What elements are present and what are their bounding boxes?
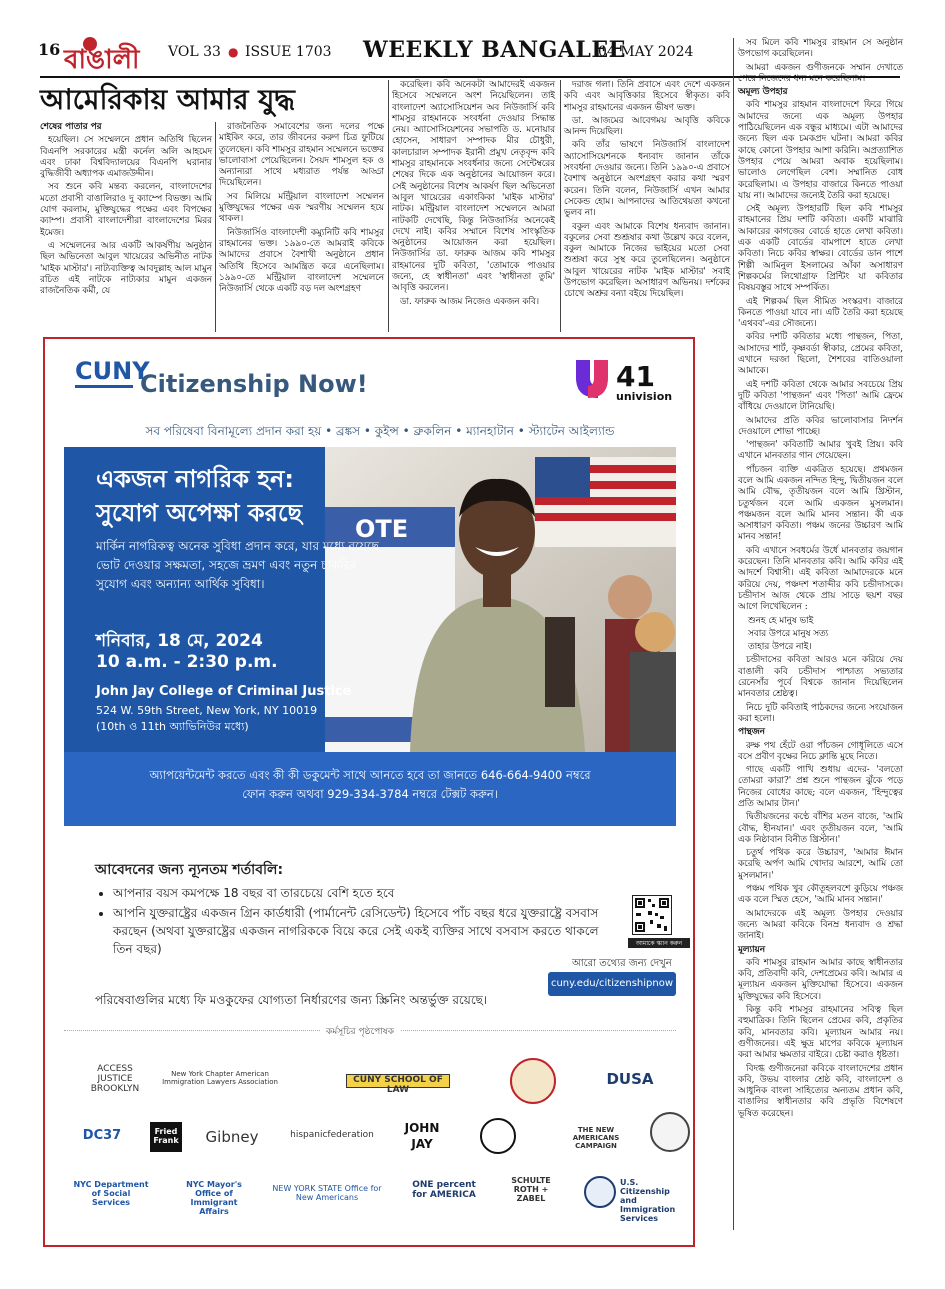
svg-text:বাঙালী: বাঙালী [64, 45, 140, 75]
continued-label: শেষের পাতার পর [40, 122, 102, 132]
publication-title: WEEKLY BANGALEE [363, 37, 626, 63]
sponsor-logo: Gibney [205, 1128, 259, 1146]
poem-title: পান্থজন [738, 727, 765, 738]
event-date: শনিবার, 18 মে, 2024 [96, 631, 263, 651]
sponsor-logo: NYC Mayor's Office of Immigrant Affairs [186, 1180, 242, 1216]
seal-icon [510, 1058, 556, 1104]
paragraph: ডা. আজমের আবেগময় আবৃত্তি কবিকে আনন্দ দিয়েছিল। [564, 115, 730, 138]
paragraph: হয়েছিল। সে সম্মেলনে প্রধান অতিথি ছিলেন বিএনপি সরকারের মন্ত্রী কর্নেল অলি আহমেদ এবং ঢাকা বিশ্ববিদ্যালয়ের বিএনপি ঘরানার বুদ্ধিজীবী অধ্যাপক এমাজউদ্দীন। [40, 135, 212, 180]
sponsor-logo: SCHULTE ROTH + ZABEL [511, 1176, 551, 1203]
article-column-2 [219, 122, 384, 332]
paragraph: কবি তাঁর ভাষণে নিউজার্সি বাংলাদেশ অ্যাসোসিয়েশনকে ধন্যবাদ জানান তাঁকে সংবর্ধনা দেওয়ার জন্যে। তিনি ১৯৯০-এ প্রবাসে বৈশাখ অনুষ্ঠানে অংশগ্রহণ করার কথা স্মরণ করেন। তিনি বলেন, নিউজার্সি এখন আমার সেকেন্ড হোম। আপনাদের আতিথেয়তা কখনো ভুলব না। [564, 140, 730, 219]
paragraph: ডা. ফারুক আজম নিজেও একজন কবি। [400, 296, 540, 307]
benefits-text: মার্কিন নাগরিকত্ব অনেক সুবিধা প্রদান করে, যার মধ্যে রয়েছে ভোট দেওয়ার সক্ষমতা, সহজে ভ্রমণ এবং নতুন চাকরির সুযোগ এবং অন্যান্য আর্থিক সুবিধা। [96, 539, 379, 591]
sponsor-logo: DUSA [606, 1070, 654, 1088]
paragraph: পাঁচজন ব্যক্তি একত্রিত হয়েছে। প্রথমজন বলে আমি একজন নন্দিত হিন্দু, দ্বিতীয়জন বলে আমি বৌদ্ধ, তৃতীয়জন বলে আমি খ্রিস্টান, চতুর্থজন বলে আমি একজন মুসলমান। পঞ্চমজন বলে আমি মানব সন্তান। কী এক অসাধারণ কবিতা। পঞ্চম জনের উচ্চারণ আমি মানব সন্তান! [738, 464, 903, 543]
article-column-5 [738, 38, 903, 1230]
article-column-3 [392, 80, 555, 332]
poem-line: তাহার উপরে নাই। [748, 642, 812, 653]
requirements-list [95, 884, 615, 960]
paragraph: বিদগ্ধ গুণীজনেরা কবিকে বাংলাদেশের প্রধান কবি, উভয় বাংলার শ্রেষ্ঠ কবি, বাংলাদেশ ও আধুনিক বাংলা সাহিত্যের অন্যতম প্রধান কবি, বাঙালির স্বাধীনতার কবি প্রভৃতি বিশেষণে ভূষিত করেছেন। [738, 1063, 903, 1119]
contact-line: ফোন করুন অথবা 929-334-3784 নম্বরে টেক্সট করুন। [242, 787, 498, 801]
sponsor-logo: JOHN JAY [404, 1121, 440, 1151]
page-number: 16 [38, 40, 61, 59]
column-divider [733, 38, 734, 1230]
sponsor-logo: NYC Department of Social Services [73, 1180, 149, 1207]
sponsor-logo: NEW YORK STATE Office for New Americans [272, 1184, 382, 1202]
paragraph: নিচে দুটি কবিতাই পাঠকদের জন্যে সংযোজন করা হলো। [738, 702, 903, 724]
subheading: অমূল্য উপহার [738, 87, 788, 98]
event-venue: John Jay College of Criminal Justice [96, 684, 352, 699]
contact-line: অ্যাপয়েন্টমেন্ট করতে এবং কী কী ডকুমেন্ট সাথে আনতে হবে তা জানতে 646-664-9400 নম্বরে [149, 768, 591, 782]
subheading: মূল্যায়ন [738, 944, 765, 955]
poem-stanza: দ্বিতীয়জনের কণ্ঠে বাঁশির মতন বাজে, 'আমি বৌদ্ধ, হীনযান।' এবং তৃতীয়জন বলে, 'আমি এক নিষ্ঠাবান বিনীত খ্রিস্টান।' [738, 812, 903, 845]
separator-dot-icon: ● [228, 45, 239, 59]
paragraph: সব মিলে কবি শামসুর রাহমান সে অনুষ্ঠান উপভোগ করেছিলেন। [738, 38, 903, 60]
qr-code-icon[interactable] [632, 895, 672, 935]
sponsor-logo: ONE percent for AMERICA [412, 1180, 476, 1200]
column-divider [560, 80, 561, 332]
hero-headline [96, 462, 396, 530]
sponsor-logo: hispanicfederation [290, 1130, 374, 1140]
article-column-4 [564, 80, 730, 332]
paragraph: কবি শামসুর রাহমান বাংলাদেশে ফিরে গিয়ে আমাদের জন্যে এক অমূল্য উপহার পাঠিয়েছিলেন এক বন্ধুর মাধ্যমে। এটা আমাদের জন্যে ছিল এক চমকপ্রদ ঘটনা। আমরা কবির কাছে কোনো উপহার আশা করিনি। অপ্রত্যাশিত উপহার পেয়ে আমরা অবাক হয়েছিলাম। ভালোও লেগেছিল বেশ। সম্মানিত বোধ করেছিলাম। এ উপহার বাজারে কিনতে পাওয়া যায় না। আমাদের জন্যেই তৈরি করা হয়েছে। [738, 100, 903, 201]
paragraph: সেই অমূল্য উপহারটি ছিল কবি শামসুর রাহমানের প্রিয় দশটি কবিতা। একটি মাঝারি আকারের কাগজের বোর্ডে হাতে লেখা কবিতা। এক একটি বোর্ডের বামপাশে হাতে লেখা কবিতা। নিচে কবির স্বাক্ষর। বোর্ডের ডান পাশে শিল্পী আমিনুল ইসলামের আঁকা অসাধারণ শিল্পকর্মের লিথোগ্রাফ প্রিন্টিং যা কবিতার বিষয়বস্তুর সাথে সম্পর্কিত। [738, 204, 903, 294]
cuny-logo [75, 355, 150, 407]
column-divider [388, 80, 389, 332]
event-time: 10 a.m. - 2:30 p.m. [96, 652, 278, 672]
paragraph: সব শুনে কবি মন্তব্য করলেন, বাংলাদেশের মতো প্রবাসী বাঙালিরাও দু ক্যাম্পে বিভক্ত। আমি যোগ করলাম, মুক্তিযুদ্ধের পক্ষের এবং বিপক্ষের ক্যাম্প। প্রবাসী বাংলাদেশীরা বাংলাদেশের মিরর ইমেজ। [40, 182, 212, 238]
services-line: সব পরিষেবা বিনামূল্যে প্রদান করা হয় • ব্রঙ্কস • কুইন্স • ব্রুকলিন • ম্যানহাটান • স্ট্যাটেন আইল্যান্ড [145, 424, 615, 438]
article-column-1 [40, 122, 212, 332]
paragraph: কবি শামসুর রাহমান আমার কাছে স্বাধীনতার কবি, প্রতিবাদী কবি, দেশপ্রেমের কবি। আমার এ মূল্যায়ন একজন মুক্তিযোদ্ধা হিসেবে। একজন মুক্তিযুদ্ধের কবি হিসেবে। [738, 957, 903, 1002]
paragraph: দরাজ গলা। তিনি প্রবাসে এবং দেশে একজন কবি এবং আবৃত্তিকার হিসেবে স্বীকৃত। কবি শামসুর রাহমানের একজন ভীষণ ভক্ত। [564, 80, 730, 113]
paragraph: সব মিলিয়ে মন্ট্রিয়াল বাংলাদেশ সম্মেলন মুক্তিযুদ্ধের পক্ষের এক স্মরণীয় সম্মেলন হয়ে থাকল। [219, 191, 384, 225]
paragraph: কিন্তু কবি শামসুর রাহমানের সবিত্ব ছিল বহুমাত্রিক। তিনি ছিলেন প্রেমের কবি, প্রকৃতির কবি, মানবতার কবি। মূল্যায়ন আমার নয়। গুণীজনের। এই ক্ষুদ্র মাপের কবিকে মূল্যায়ন করা আমার ক্ষমতার বাইরে। চেষ্টা করাও ধৃষ্টতা। [738, 1005, 903, 1061]
paragraph: কবির দশটি কবিতার মধ্যে পান্থজন, পিতা, আসাদের শার্ট, কৃষ্ণবর্ডা স্বীকার, প্রেমের কবিতা, এখানে দরজা ছিলো, শৈশবের বাতিওয়ালা আমাকে। [738, 332, 903, 377]
issue: ISSUE 1703 [245, 44, 332, 60]
requirement-item: • আপনার বয়স কমপক্ষে 18 বছর বা তারচেয়ে বেশি হতে হবে [113, 884, 615, 902]
paragraph: কবি এখানে সবধর্মের উর্ধে মানবতার জয়গান করেছেন। তিনি মানবতার কবি। আমি কবির এই আদর্শে বিশ্বাসী। এই কবিতা আমাদেরকে মনে করিয়ে দেয়, পঞ্চদশ শতাব্দীর কবি চন্ডীদাসকে। চন্ডীদাস আজ থেকে প্রায় সাড়ে ছয়শ বছর আগে লিখেছিলেন : [738, 545, 903, 613]
website-link[interactable]: cuny.edu/citizenshipnow [548, 972, 676, 996]
requirement-item: • আপনি যুক্তরাষ্ট্রের একজন গ্রিন কার্ডধারী (পার্মানেন্ট রেসিডেন্ট) হিসেবে পাঁচ বছর ধরে যুক্তরাষ্ট্রে বসবাস করছেন (অথবা যুক্তরাষ্ট্রের একজন নাগরিককে বিয়ে করে সেই একই ব্যক্তির সাথে বসবাস করতে থাকলে তিন বছর) [113, 904, 615, 958]
sponsor-logo: DC37 [82, 1128, 122, 1143]
poem-stanza: পঞ্চম পথিক খুব কৌতূহলবশে কুড়িয়ে পঞ্চজ এক বলে স্মিত হেসে, 'আমি মানব সন্তান।' [738, 884, 903, 906]
sponsor-logo: New York Chapter American Immigration Lawyers Association [162, 1070, 278, 1086]
paragraph: আমাদেরকে এই অমূল্য উপহার দেওয়ার জন্যে আমরা কবিকে বিনম্র ধন্যবাদ ও শ্রদ্ধা জানাই। [738, 908, 903, 942]
citizenship-now-title: Citizenship Now! [140, 370, 368, 398]
paragraph: এই শিল্পকর্ম ছিল সীমিত সংস্করণ। বাজারে কিনতে পাওয়া যাবে না। এটি তৈরি করা হয়েছে 'এথবব'-এর সৌজন্যে। [738, 296, 903, 330]
column-divider [215, 122, 216, 332]
volume: VOL 33 [168, 44, 221, 60]
contact-text [90, 766, 650, 804]
paragraph: করেছিল। কবি অনেকটা আমাদেরই একজন হিসেবে সম্মেলনে অংশ নিয়েছিলেন। তাই বাংলাদেশ অ্যাসোসিয়েশন অব নিউজার্সি কবি শামসুর রাহমানকে সংবর্ধনা দেওয়ার সিদ্ধান্ত নেয়। অ্যাসোসিয়েশনের সভাপতি ড. মনোয়ার হোসেন, সাধারণ সম্পাদক মীর চৌধুরী, কালচারাল সম্পাদক ইরানী প্রমুখ নেতৃবৃন্দ কবি শামসুর রাহমানকে সংবর্ধনার জন্যে সেন্টেম্বরের শেষের দিকে এক অনুষ্ঠানের আয়োজন করে। সেই অনুষ্ঠানের বিশেষ আকর্ষণ ছিল অভিনেতা আবুল খায়েরের একাংকিকা 'মাইক মাস্টার' নাটক। মন্ট্রিয়াল বাংলাদেশ সম্মেলনে আমরা নাটকটি দেখেছি, কিন্তু নিউজার্সির অনেকেই দেখে নাই। কবির সম্মানে বিশেষ সাংস্কৃতিক অনুষ্ঠানের আয়োজন করা হয়েছিল। নিউজার্সির ডা. ফারুক আজম কবি শামসুর রাহমানের দুটি কবিতা, 'তোমাকে পাওয়ার জন্যে, হে স্বাধীনতা' এবং 'স্বাধীনতা তুমি' আবৃত্তি করলেন। [392, 80, 555, 294]
poem-line: শুনহ হে মানুষ ভাই [748, 615, 814, 626]
sponsor-logo: CUNY SCHOOL OF LAW [346, 1074, 450, 1088]
svg-text:41: 41 [616, 360, 655, 393]
qr-scan-label: আমাকে স্ক্যান করুন [628, 938, 690, 948]
sponsor-logo: Fried Frank [150, 1122, 182, 1152]
paragraph: চন্ডীদাসের কবিতা আরও মনে করিয়ে দেয় বাঙালী কবি চন্ডীদাস পাশ্চাত্য সভ্যতার রেনেসাঁর পূর্বে বিশ্বকে জানান দিয়েছিলেন মানবতার শ্রেষ্ঠত্ব। [738, 655, 903, 700]
paragraph: নিউজার্সিও বাংলাদেশী কম্যুনিটি কবি শামসুর রাহমানের ভক্ত। ১৯৯০-তে আমরাই কবিকে আমাদের প্রবাসে বৈশাখী অনুষ্ঠানে প্রধান অতিথি হিসেবে আমন্ত্রিত করে এনেছিলাম। ১৯৯০-তে মন্ট্রিয়াল বাংলাদেশ সম্মেলনে নিউজার্সি থেকে একটি বড় দল অংশগ্রহণ [219, 227, 384, 295]
poem-stanza: রুক্ষ পথ হেঁটে ওরা পাঁচজন গোধূলিতে এসে বসে প্রবীণ বৃক্ষের নিচে ক্লান্তি মুছে নিতে। [738, 740, 903, 762]
sponsor-emblem-icon [480, 1118, 516, 1154]
svg-text:CUNY: CUNY [75, 357, 150, 385]
paragraph: আমরা একজন গুণীজনকে সম্মান দেখাতে পেরে নিজেদের ধন্য মনে করেছিলাম। [738, 62, 903, 84]
paragraph: এই দশটি কবিতা থেকে আমার সবচেয়ে প্রিয় দুটি কবিতা 'পান্থজন' এবং 'পিতা' আমি ফ্রেমে বাঁধিয়ে দেওয়ালে টানিয়েছি। [738, 379, 903, 413]
issue-date: 04 MAY 2024 [598, 44, 694, 60]
poem-line: সবার উপরে মানুষ সত্য [748, 628, 829, 639]
address-line: (10th ও 11th অ্যাভিনিউর মধ্যে) [96, 720, 249, 733]
svg-text:univision: univision [616, 390, 673, 403]
requirements-heading: আবেদনের জন্য ন্যূনতম শর্তাবলি: [95, 862, 284, 878]
article-headline: আমেরিকায় আমার যুদ্ধ [40, 83, 295, 116]
more-info-label: আরো তথ্যের জন্য দেখুন [572, 958, 672, 969]
address-line: 524 W. 59th Street, New York, NY 10019 [96, 704, 318, 717]
paragraph: বকুল এবং আমাকে বিশেষ ধন্যবাদ জানান। বকুলের সেবা শুশ্রূষার কথা উল্লেখ করে বলেন, বকুল আমাকে নিজের ভাইয়ের মতো সেবা শুশ্রূষা করে সুস্থ করে তুলেছিলেন। অনুষ্ঠানে আবুল খায়েরের নাটক 'মাইক মাস্টার' সবাই উপভোগ করেছিল। অসাধারণ অভিনয়। দর্শকের চোখে অশ্রুর বন্যা বইয়ে দিয়েছিল। [564, 221, 730, 300]
paragraph: 'পান্থজন' কবিতাটি আমার খুবই প্রিয়। কবি এখানে মানবতার গান গেয়েছেন। [738, 440, 903, 462]
poem-stanza: চতুর্থ পথিক করে উচ্চারণ, 'আমার ঈমান করেছি অর্পণ আমি খোদার আরশে, আমি তো মুসলমান।' [738, 848, 903, 881]
newspaper-logo [60, 34, 175, 74]
hero-headline-line: একজন নাগরিক হন: [96, 465, 294, 493]
hero-headline-line: সুযোগ অপেক্ষা করছে [96, 499, 303, 527]
event-address [96, 703, 317, 735]
univision-logo [572, 356, 682, 404]
paragraph: এ সম্মেলনের আর একটি আকর্ষণীয় অনুষ্ঠান ছিল অভিনেতা আবুল খায়েরের অভিনীত নাটক 'মাইক মাস্টার'। নাট্যব্যক্তিত্ব আবদুল্লাহ আল মামুন রচিত এই নাটকে নাট্যকার মামুন একজন রাজনৈতিক কর্মী, যে [40, 240, 212, 297]
paragraph: আমাদের প্রতি কবির ভালোবাসার নিদর্শন দেওয়ালে শোভা পাচ্ছে। [738, 415, 903, 437]
sponsors-heading: কর্মসূচির পৃষ্ঠপোষক [320, 1024, 400, 1039]
requirements-note: পরিষেবাগুলির মধ্যে ফি মওকুফের যোগ্যতা নির্ধারণের জন্য স্ক্রিনিং অন্তর্ভুক্ত রয়েছে। [95, 993, 488, 1007]
nyc-council-seal-icon [650, 1112, 690, 1152]
sponsor-logo: THE NEW AMERICANS CAMPAIGN [572, 1126, 620, 1150]
poem-stanza: গাছে একটি পাখি শুধায় এদের- 'বলতো তোমরা কারা?' প্রশ্ন শুনে পান্থজন ঝুঁকে পড়ে নিজের বোধের কাছে; বলে একজন, 'হিন্দুত্বের প্রতি আমার টান।' [738, 765, 903, 809]
svg-text:OTE: OTE [355, 515, 409, 543]
uscis-seal-icon [584, 1176, 616, 1208]
sponsor-logo: U.S. Citizenship and Immigration Services [620, 1178, 676, 1223]
sponsor-logo: ACCESS JUSTICE BROOKLYN [90, 1064, 140, 1094]
paragraph: রাজনৈতিক সমাবেশের জন্য দলের পক্ষে মাইকিং করে, তার জীবনের করুণ চিত্র ফুটিয়ে তুলেছেন। কবি শামসুর রাহমান সম্মেলনে ভক্তের ভালোবাসা পেয়েছিলেন। সৈয়দ শামসুল হক ও অন্যান্যরা সাথে মধ্যরাত পর্যন্ত আড্ডা দিয়েছিলেন। [219, 122, 384, 189]
